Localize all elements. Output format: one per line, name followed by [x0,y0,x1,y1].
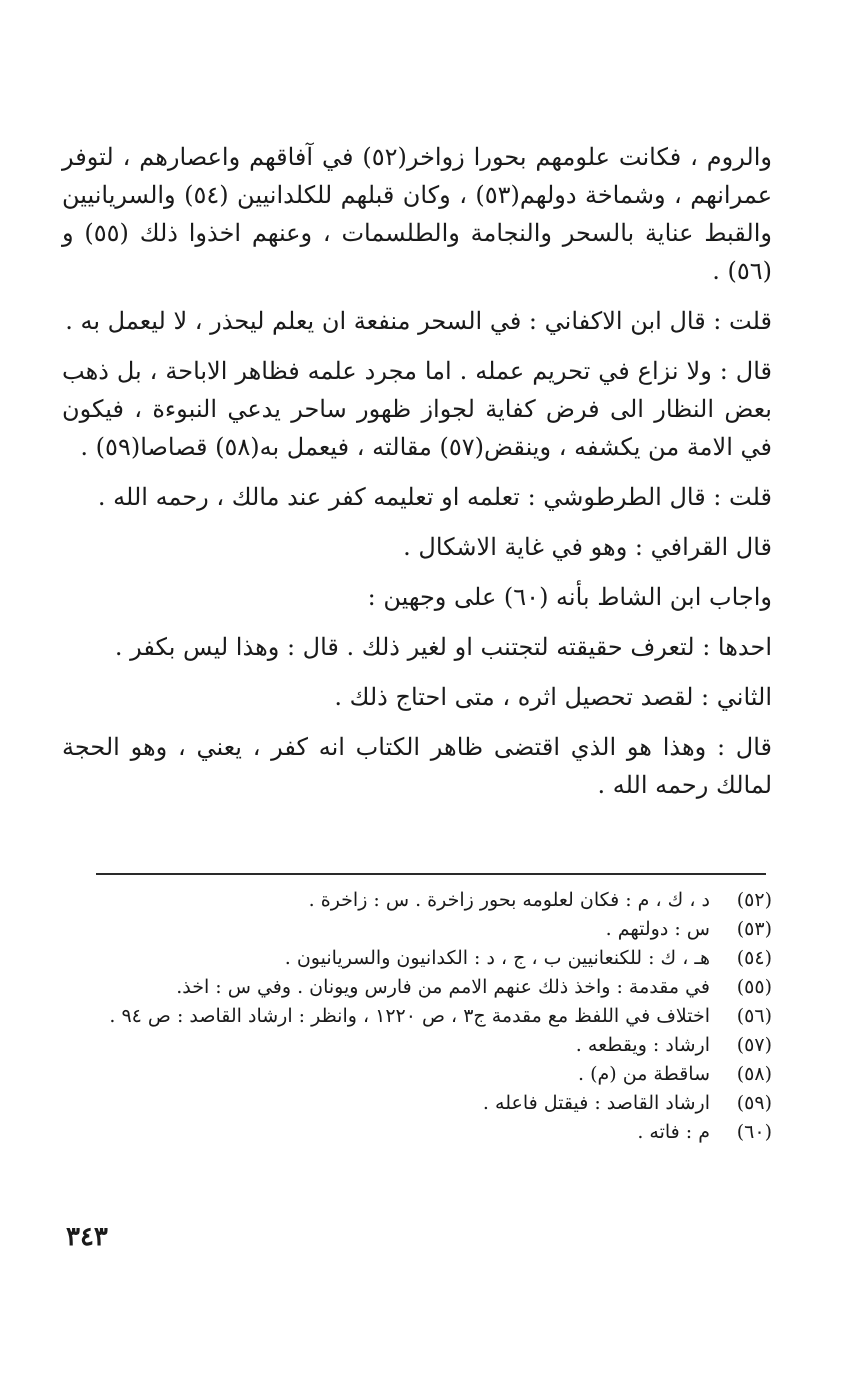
paragraph: قلت : قال الطرطوشي : تعلمه او تعليمه كفر عند مالك ، رحمه الله . [97,483,772,511]
footnote-text: ارشاد القاصد : فيقتل فاعله . [482,1092,710,1114]
footnote-number: (٥٥) [736,976,772,998]
footnote-text: اختلاف في اللفظ مع مقدمة ج٣ ، ص ١٢٢٠ ، وانظر : ارشاد القاصد : ص ٩٤ . [109,1005,710,1027]
footnote-text: س : دولتهم . [605,918,710,940]
footnote-number: (٥٧) [736,1034,772,1056]
footnote-text: في مقدمة : واخذ ذلك عنهم الامم من فارس ويونان . وفي س : اخذ. [176,976,710,998]
paragraph: قال : وهذا هو الذي اقتضى ظاهر الكتاب انه كفر ، يعني ، وهو الحجة لمالك رحمه الله . [62,733,772,799]
footnote [60,1118,772,1147]
footnote-text: ارشاد : ويقطعه . [575,1034,710,1056]
paragraph: احدها : لتعرف حقيقته لتجتنب او لغير ذلك . قال : وهذا ليس بكفر . [114,633,772,661]
footnote-divider [96,873,766,875]
footnote-number: (٥٨) [736,1063,772,1085]
paragraph: والروم ، فكانت علومهم بحورا زواخر(٥٢) في آفاقهم واعصارهم ، لتوفر عمرانهم ، وشماخة دولهم(٥٣) ، وكان قبلهم للكلدانيين (٥٤) والسريانيين والقبط عناية بالسحر والنجامة والطلسمات ، وعنهم اخذوا ذلك (٥٥) و (٥٦) . [62,143,773,285]
footnote-text: هـ ، ك : للكنعانيين ب ، ج ، د : الكدانيون والسريانيون . [284,947,710,969]
footnote-number: (٥٣) [736,918,772,940]
footnote-number: (٥٤) [736,947,772,969]
footnote [60,1089,772,1118]
footnote-number: (٥٩) [736,1092,772,1114]
footnote [60,944,772,973]
paragraph: واجاب ابن الشاط بأنه (٦٠) على وجهين : [367,583,772,611]
paragraph: قلت : قال ابن الاكفاني : في السحر منفعة ان يعلم ليحذر ، لا ليعمل به . [65,307,772,335]
footnote [60,1060,772,1089]
paragraph: قال : ولا نزاع في تحريم عمله . اما مجرد علمه فظاهر الاباحة ، بل ذهب بعض النظار الى فرض كفاية لجواز ظهور ساحر يدعي النبوءة ، فيكون في الامة من يكشفه ، وينقض(٥٧) مقالته ، فيعمل به(٥٨) قصاصا(٥٩) . [62,357,772,461]
footnote [60,973,772,1002]
main-text [62,138,772,804]
footnote-number: (٥٦) [736,1005,772,1027]
footnote [60,1002,772,1031]
footnote [60,1031,772,1060]
footnote-number: (٦٠) [736,1121,772,1143]
paragraph: الثاني : لقصد تحصيل اثره ، متى احتاج ذلك . [334,683,772,711]
page-number: ٣٤٣ [66,1222,108,1252]
footnote [60,886,772,915]
footnote [60,915,772,944]
footnotes [60,886,772,1147]
paragraph: قال القرافي : وهو في غاية الاشكال . [403,533,772,561]
footnote-text: ساقطة من (م) . [578,1063,710,1085]
footnote-text: د ، ك ، م : فكان لعلومه بحور زاخرة . س : زاخرة . [308,889,710,911]
footnote-number: (٥٢) [736,889,772,911]
footnote-text: م : فاته . [637,1121,710,1143]
